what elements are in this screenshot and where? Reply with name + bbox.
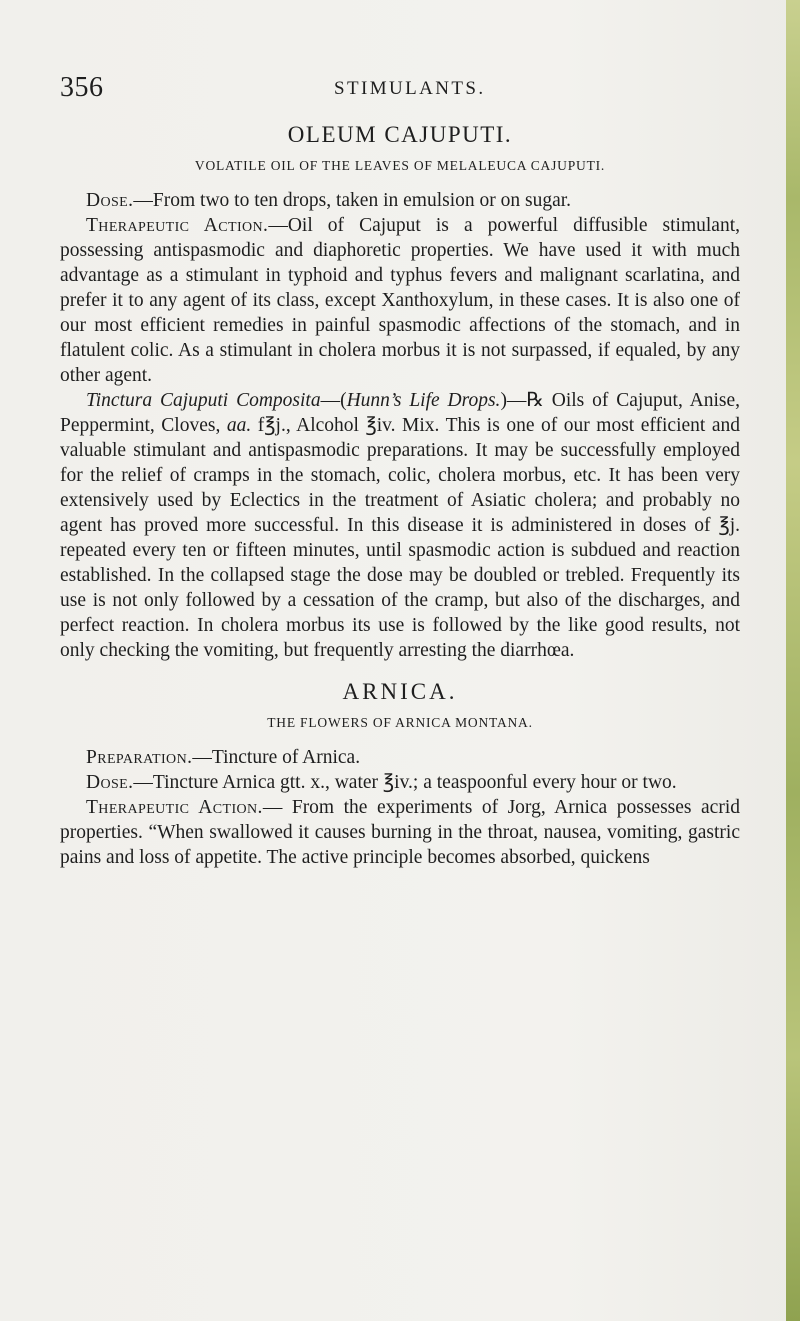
paragraph-tinctura: [60, 388, 740, 663]
paragraph-oleum-action: [60, 213, 740, 388]
tinctura-dash: —(: [320, 390, 347, 411]
section-subtitle-arnica: THE FLOWERS OF ARNICA MONTANA.: [267, 715, 533, 730]
label-dose: Dose.: [86, 190, 134, 211]
paragraph-oleum-dose: [60, 188, 740, 213]
page-number: 356: [60, 72, 104, 103]
action-text: —Oil of Cajuput is a powerful diffusible stimulant, possessing antispasmodic and diaphoretic properties. We have used it with much advantage as a stimulant in typhoid and typhus fevers and malignant scarlatina, and prefer it to any agent of its class, except Xanthoxylum, in these cases. It is also one of our most efficient remedies in painful spasmodic affections of the stomach, and in flatulent colic. As a stimulant in cholera morbus it is not surpassed, if equaled, by any other agent.: [60, 215, 740, 386]
paragraph-arnica-action: [60, 795, 740, 870]
page-header: [60, 72, 740, 108]
arnica-dose-text: —Tincture Arnica gtt. x., water ℥iv.; a teaspoonful every hour or two.: [133, 772, 677, 793]
tinctura-text-2: f℥j., Alcohol ℥iv. Mix. This is one of our most efficient and valuable stimulant and antispasmodic preparations. It may be successfully employed for the relief of cramps in the stomach, colic, cholera morbus, etc. It has been very extensively used by Eclectics in the treatment of Asiatic cholera; and probably no agent has proved more successful. In this disease it is administered in doses of ℥j. repeated every ten or fifteen minutes, until spasmodic action is subdued and reaction established. In the collapsed stage the dose may be doubled or trebled. Frequently its use is not only followed by a cessation of the cramp, but also of the discharges, and perfect reaction. In cholera morbus its use is followed by the like good results, not only checking the vomiting, but frequently arresting the diarrhœa.: [60, 415, 740, 661]
label-preparation: Preparation.: [86, 747, 193, 768]
tinctura-alt-name: Hunn’s Life Drops.: [346, 390, 501, 411]
arnica-action-text: — From the experiments of Jorg, Arnica possesses acrid properties. “When swallowed it causes burning in the throat, nausea, vomiting, gastric pains and loss of appetite. The active principle becomes absorbed, quickens: [60, 797, 740, 868]
paragraph-arnica-dose: [60, 770, 740, 795]
running-head: STIMULANTS.: [334, 78, 486, 99]
tinctura-aa: aa.: [226, 415, 252, 436]
tinctura-title: Tinctura Cajuputi Composita: [86, 390, 321, 411]
prep-text: —Tincture of Arnica.: [192, 747, 361, 768]
page-text: [60, 118, 740, 870]
paragraph-arnica-prep: [60, 745, 740, 770]
page-edge: [786, 0, 800, 1321]
section-subtitle-oleum: VOLATILE OIL OF THE LEAVES OF MELALEUCA CAJUPUTI.: [194, 158, 606, 173]
section-title-oleum: OLEUM CAJUPUTI.: [287, 122, 513, 147]
label-therapeutic-action: Therapeutic Action.: [86, 215, 269, 236]
section-title-arnica: ARNICA.: [342, 679, 458, 704]
label-dose-arnica: Dose.: [86, 772, 134, 793]
label-therapeutic-action-arnica: Therapeutic Action.: [86, 797, 263, 818]
tinctura-text: )—℞ Oils of Cajuput, Anise, Peppermint, Cloves,: [60, 390, 740, 436]
dose-text: —From two to ten drops, taken in emulsion or on sugar.: [133, 190, 572, 211]
